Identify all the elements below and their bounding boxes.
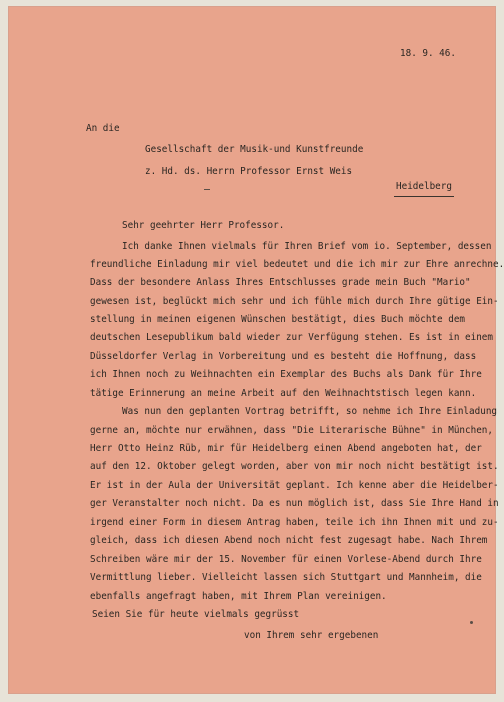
body-line: deutschen Lesepublikum bald wieder zur Verfügung stehen. Es ist in einem — [90, 332, 493, 343]
body-line: Was nun den geplanten Vortrag betrifft, so nehme ich Ihre Einladung — [122, 406, 498, 417]
body-line: auf den 12. Oktober gelegt worden, aber von mir noch nicht bestätigt ist. — [90, 461, 499, 472]
recipient-org: Gesellschaft der Musik-und Kunstfreunde — [145, 144, 364, 155]
salutation: Sehr geehrter Herr Professor. — [122, 220, 285, 231]
recipient-attn: z. Hd. ds. Herrn Professor Ernst Weis — [145, 166, 353, 177]
body-line: ger Veranstalter noch nicht. Da es nun möglich ist, dass Sie Ihre Hand in — [90, 498, 499, 509]
body-line: Schreiben wäre mir der 15. November für einen Vorlese-Abend durch Ihre — [90, 554, 482, 565]
letter-date: 18. 9. 46. — [400, 48, 456, 59]
recipient-an-die: An die — [86, 123, 120, 134]
recipient-city: Heidelberg — [396, 181, 452, 192]
body-line: Dass der besondere Anlass Ihres Entschlusses grade mein Buch "Mario" — [90, 277, 471, 288]
body-line: stellung in meinen eigenen Wünschen bestätigt, dies Buch möchte dem — [90, 314, 466, 325]
paper-mark — [470, 621, 473, 624]
body-line: Vermittlung lieber. Vielleicht lassen sich Stuttgart und Mannheim, die — [90, 572, 482, 583]
body-line: Er ist in der Aula der Universität geplant. Ich kenne aber die Heidelber- — [90, 480, 499, 491]
body-line: Herr Otto Heinz Rüb, mir für Heidelberg einen Abend angeboten hat, der — [90, 443, 482, 454]
city-underline — [394, 196, 454, 197]
body-line: Seien Sie für heute vielmals gegrüsst — [92, 609, 300, 620]
body-line: ebenfalls angefragt haben, mit Ihrem Plan vereinigen. — [90, 591, 387, 602]
body-line: gewesen ist, beglückt mich sehr und ich fühle mich durch Ihre gütige Ein- — [90, 296, 499, 307]
body-line: gleich, dass ich diesen Abend noch nicht fest zugesagt habe. Nach Ihrem — [90, 535, 488, 546]
body-line: freundliche Einladung mir viel bedeutet und die ich mir zur Ehre anrechne. — [90, 259, 504, 270]
body-line: Ich danke Ihnen vielmals für Ihren Brief vom io. September, dessen — [122, 241, 492, 252]
body-line: irgend einer Form in diesem Antrag haben, teile ich ihn Ihnen mit und zu- — [90, 517, 499, 528]
body-line: tätige Erinnerung an meine Arbeit auf den Weihnachtstisch legen kann. — [90, 388, 477, 399]
body-line: ich Ihnen noch zu Weihnachten ein Exemplar des Buchs als Dank für Ihre — [90, 369, 482, 380]
closing: von Ihrem sehr ergebenen — [244, 630, 379, 641]
body-line: Düsseldorfer Verlag in Vorbereitung und es besteht die Hoffnung, dass — [90, 351, 477, 362]
letter-page — [8, 6, 504, 694]
body-line: gerne an, möchte nur erwähnen, dass "Die Literarische Bühne" in München, — [90, 425, 493, 436]
typed-dash-mark — [204, 189, 210, 190]
